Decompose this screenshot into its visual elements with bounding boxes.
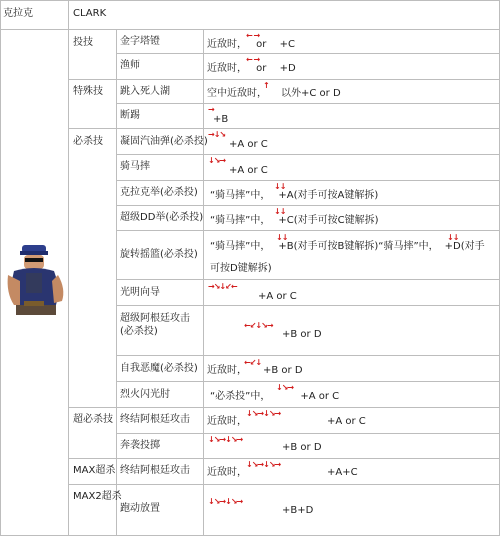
move-name: 克拉克举(必杀投) — [120, 187, 198, 198]
command-text: “骑马摔”中， +A(对手可按A键解拆) — [210, 190, 379, 201]
command-arrows: ↓↘→ — [276, 383, 294, 392]
move-name: 旋转摇篮(必杀投) — [120, 249, 198, 260]
command-text: 可按D键解拆) — [210, 263, 272, 274]
command-arrows: ↓↓ — [274, 182, 286, 191]
command-text: +B+D — [282, 505, 314, 516]
category-max2: MAX2超杀 — [73, 491, 122, 502]
move-name: 奔袭投掷 — [120, 440, 160, 451]
move-name: 光明向导 — [120, 287, 160, 298]
command-text: 近敌时， or +D — [207, 63, 296, 74]
category-super: 超必杀技 — [73, 414, 113, 425]
command-text: +B or D — [282, 442, 322, 453]
move-name: 终结阿根廷攻击 — [120, 465, 190, 476]
command-arrows: ↓↘→↓↘→ — [208, 435, 243, 444]
move-name: 跑动放置 — [120, 503, 160, 514]
command-text: +B or D — [282, 329, 322, 340]
command-arrows: →↘↓↙← — [208, 282, 237, 291]
command-arrows: ↑ — [263, 81, 269, 90]
command-text: +A or C — [229, 165, 268, 176]
command-arrows: ←↙↓↘→ — [244, 321, 273, 330]
command-text: “骑马摔”中， +C(对手可按C键解拆) — [210, 215, 379, 226]
command-text: “必杀投”中， +A or C — [210, 391, 340, 402]
command-arrows: ↓↘→↓↘→ — [208, 497, 243, 506]
command-text: 近敌时， +A or C — [207, 416, 366, 427]
category-special: 特殊技 — [73, 86, 103, 97]
command-text: +A or C — [229, 139, 268, 150]
command-arrows: ↓↘→↓↘→ — [246, 460, 281, 469]
move-name: 渔师 — [120, 60, 140, 71]
category-max: MAX超杀 — [73, 465, 116, 476]
category-signature: 必杀技 — [73, 136, 103, 147]
command-text: 近敌时， or +C — [207, 39, 295, 50]
command-arrows: ↓↘→↓↘→ — [246, 409, 281, 418]
move-name: 凝固汽油弹(必杀投) — [120, 136, 208, 147]
command-arrows: → — [208, 105, 214, 114]
command-text: +B — [213, 114, 229, 125]
command-arrows: →↓↘ — [208, 130, 226, 139]
command-arrows: ↓↓ — [274, 207, 286, 216]
command-arrows: ← → — [246, 55, 260, 64]
command-text: 近敌时， +A+C — [207, 467, 358, 478]
move-name: 金字塔镫 — [120, 36, 160, 47]
move-name: 终结阿根廷攻击 — [120, 414, 190, 425]
command-arrows: ↓↘→ — [208, 156, 226, 165]
category-throws: 投技 — [73, 37, 93, 48]
command-text: +A or C — [258, 291, 297, 302]
header-character-en: CLARK — [73, 8, 107, 19]
header-character-cn: 克拉克 — [3, 8, 33, 19]
command-arrows: ↓↓ — [447, 233, 459, 242]
command-text: “骑马摔”中， +B(对手可按B键解拆)“骑马摔”中， +D(对手 — [210, 241, 485, 252]
command-arrows: ←↙↓ — [244, 358, 262, 367]
command-arrows: ← → — [246, 31, 260, 40]
move-name: 自我恶魔(必杀投) — [120, 363, 198, 374]
move-name: 烈火闪光肘 — [120, 389, 170, 400]
move-name: 断踢 — [120, 110, 140, 121]
command-text: 空中近敌时， 以外+C or D — [207, 88, 341, 99]
command-arrows: ↓↓ — [276, 233, 288, 242]
move-name: 骑马摔 — [120, 161, 150, 172]
clark-portrait — [6, 243, 68, 317]
move-name: 超级DD举(必杀投) — [120, 212, 204, 223]
move-name: 超级阿根廷攻击(必杀投) — [120, 313, 190, 337]
command-text: 近敌时， +B or D — [207, 365, 303, 376]
move-name: 跳入死人湖 — [120, 86, 170, 97]
